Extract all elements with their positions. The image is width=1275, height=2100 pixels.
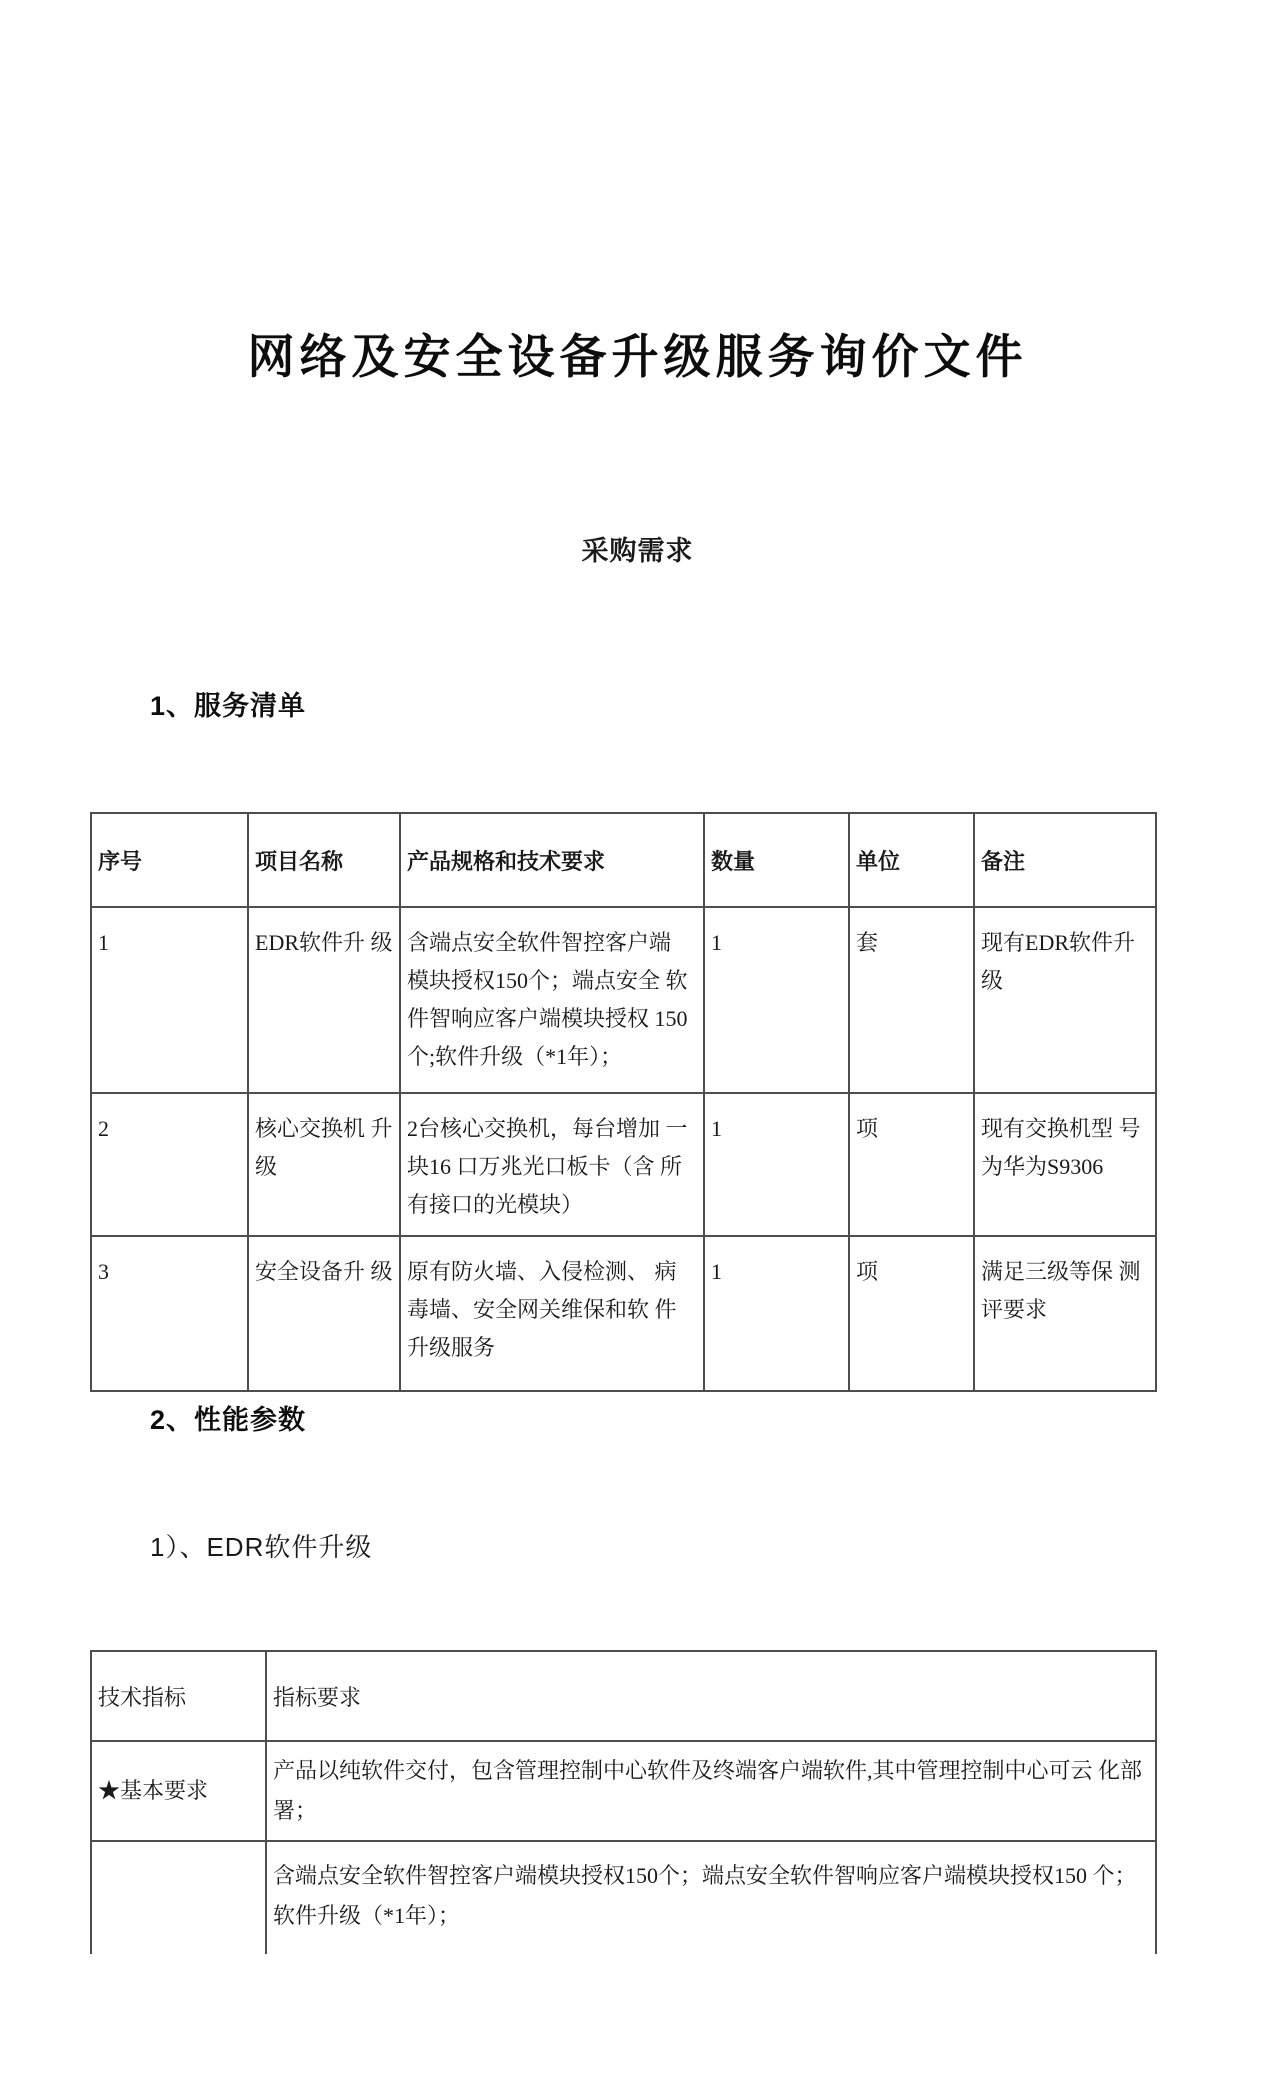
cell-spec: 原有防火墙、入侵检测、 病毒墙、安全网关维保和软 件升级服务	[400, 1236, 704, 1391]
cell-qty: 1	[704, 907, 849, 1093]
table-row	[91, 1741, 1156, 1841]
cell-project-name: 核心交换机 升级	[248, 1093, 400, 1236]
table-row	[91, 1841, 1156, 1954]
section-heading-service-list: 1、服务清单	[150, 691, 307, 721]
header-indicator-requirement: 指标要求	[266, 1651, 1156, 1741]
cell-project-name: 安全设备升 级	[248, 1236, 400, 1391]
service-list-table	[90, 812, 1157, 1392]
table-row	[91, 1236, 1156, 1391]
cell-unit: 项	[849, 1093, 974, 1236]
cell-seq: 2	[91, 1093, 248, 1236]
cell-project-name: EDR软件升 级	[248, 907, 400, 1093]
subsection-heading-edr-upgrade: 1）、EDR软件升级	[150, 1532, 373, 1562]
cell-qty: 1	[704, 1093, 849, 1236]
cell-indicator: ★基本要求	[91, 1741, 266, 1841]
cell-remark: 现有交换机型 号为华为S9306	[974, 1093, 1156, 1236]
table-row	[91, 907, 1156, 1093]
document-subtitle: 采购需求	[581, 536, 694, 566]
cell-seq: 1	[91, 907, 248, 1093]
header-remark: 备注	[974, 813, 1156, 907]
header-qty: 数量	[704, 813, 849, 907]
cell-qty: 1	[704, 1236, 849, 1391]
cell-spec: 2台核心交换机，每台增加 一块16 口万兆光口板卡（含 所有接口的光模块）	[400, 1093, 704, 1236]
cell-remark: 现有EDR软件升 级	[974, 907, 1156, 1093]
cell-requirement: 含端点安全软件智控客户端模块授权150个；端点安全软件智响应客户端模块授权150 个；软件升级（*1年）；	[266, 1841, 1156, 1954]
cell-unit: 项	[849, 1236, 974, 1391]
spec-table-header-row	[91, 1651, 1156, 1741]
cell-requirement: 产品以纯软件交付，包含管理控制中心软件及终端客户端软件,其中管理控制中心可云 化部署；	[266, 1741, 1156, 1841]
cell-unit: 套	[849, 907, 974, 1093]
cell-indicator	[91, 1841, 266, 1954]
document-title: 网络及安全设备升级服务询价文件	[247, 330, 1028, 383]
service-table-header-row	[91, 813, 1156, 907]
header-project-name: 项目名称	[248, 813, 400, 907]
section-heading-performance-params: 2、性能参数	[150, 1405, 307, 1435]
cell-remark: 满足三级等保 测评要求	[974, 1236, 1156, 1391]
header-tech-indicator: 技术指标	[91, 1651, 266, 1741]
header-seq: 序号	[91, 813, 248, 907]
spec-requirements-table	[90, 1650, 1157, 1954]
cell-spec: 含端点安全软件智控客户端 模块授权150个；端点安全 软件智响应客户端模块授权 150个;软件升级（*1年）；	[400, 907, 704, 1093]
cell-seq: 3	[91, 1236, 248, 1391]
table-row	[91, 1093, 1156, 1236]
header-unit: 单位	[849, 813, 974, 907]
header-spec: 产品规格和技术要求	[400, 813, 704, 907]
